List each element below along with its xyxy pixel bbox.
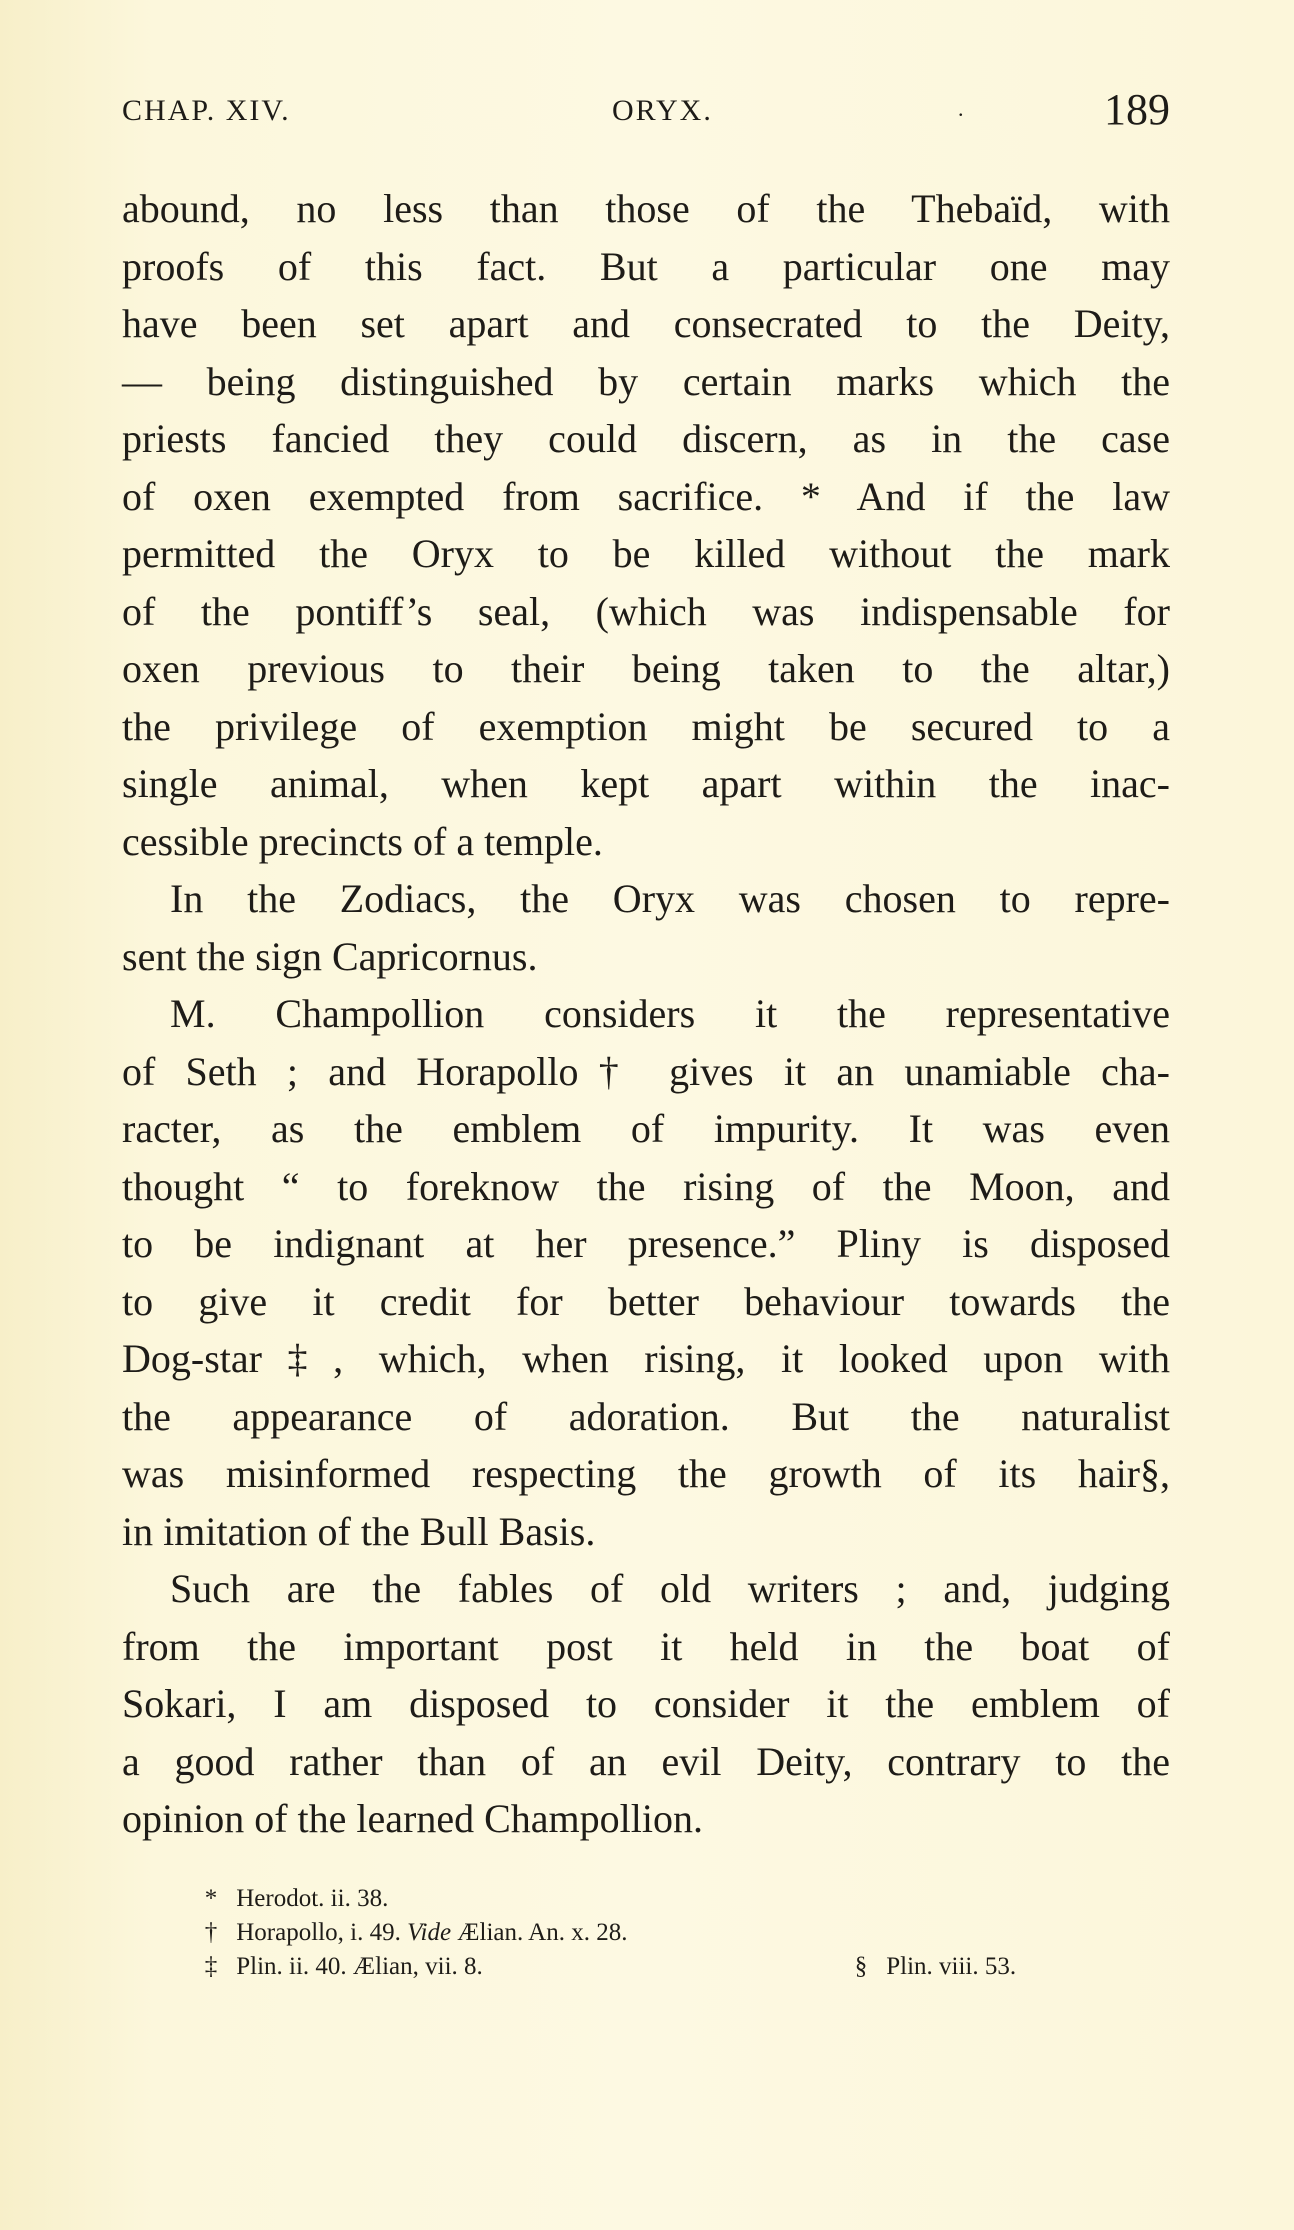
text-line: opinion of the learned Champollion.: [122, 1796, 703, 1841]
text-line: Dog-star‡, which, when rising, it looked upon with: [122, 1336, 1170, 1381]
text-line: to give it credit for better behaviour towards the: [122, 1278, 1170, 1324]
text-line: abound, no less than those of the Thebaïd, with: [122, 186, 1170, 231]
text-line: sent the sign Capricornus.: [122, 933, 538, 979]
footnote-marker: †: [204, 1919, 218, 1946]
text-line: permitted the Oryx to be killed without the mark: [122, 531, 1170, 576]
text-line: from the important post it held in the boat of: [122, 1623, 1170, 1669]
header-mark: .: [958, 96, 964, 121]
footnote-text: Herodot. ii. 38.: [236, 1885, 389, 1912]
text-line: M. Champollion considers it the representative: [170, 991, 1170, 1036]
body-text: [122, 180, 1170, 1848]
text-line: have been set apart and consecrated to the Deity,: [122, 301, 1170, 346]
footnote-marker: ‡: [204, 1953, 218, 1980]
running-head: [122, 85, 1170, 140]
footnotes: [122, 1882, 1170, 1984]
footnote-text: Plin. ii. 40. Ælian, vii. 8.: [236, 1953, 483, 1980]
footnote-3: [122, 1950, 1170, 1984]
page-number: 189: [1104, 85, 1170, 134]
footnote-text: Horapollo, i. 49.: [236, 1919, 401, 1946]
text-line: cessible precincts of a temple.: [122, 818, 603, 864]
text-line: to be indignant at her presence.” Pliny is disposed: [122, 1221, 1170, 1266]
text-line: of oxen exempted from sacrifice. * And if the law: [122, 473, 1170, 519]
text-line: racter, as the emblem of impurity. It was even: [122, 1106, 1170, 1151]
text-line: In the Zodiacs, the Oryx was chosen to repre-: [170, 876, 1170, 921]
text-line: — being distinguished by certain marks which the: [122, 358, 1170, 404]
text-line: in imitation of the Bull Basis.: [122, 1508, 596, 1554]
text-line: of the pontiff’s seal, (which was indispensable for: [122, 588, 1170, 634]
text-line: thought “ to foreknow the rising of the Moon, and: [122, 1163, 1170, 1209]
footnote-4: [842, 1950, 1016, 1984]
text-line: Sokari, I am disposed to consider it the emblem of: [122, 1681, 1170, 1726]
footnote-1: [122, 1882, 1170, 1916]
footnote-2: [122, 1916, 1170, 1950]
text-line: oxen previous to their being taken to the altar,): [122, 646, 1170, 691]
text-line: Such are the fables of old writers ; and, judging: [170, 1566, 1170, 1611]
text-line: single animal, when kept apart within the inac-: [122, 761, 1170, 806]
text-line: a good rather than of an evil Deity, contrary to the: [122, 1738, 1170, 1784]
chapter-label: CHAP. XIV.: [122, 94, 291, 127]
footnote-text: Plin. viii. 53.: [886, 1953, 1017, 1980]
text-line: priests fancied they could discern, as in the case: [122, 416, 1170, 461]
text-line: was misinformed respecting the growth of its hair§,: [122, 1451, 1170, 1496]
footnote-marker: §: [854, 1953, 868, 1980]
text-line: the privilege of exemption might be secured to a: [122, 703, 1170, 749]
footnote-marker: *: [204, 1885, 218, 1912]
footnote-text: Ælian. An. x. 28.: [457, 1919, 628, 1946]
text-line: of Seth ; and Horapollo† gives it an unamiable cha-: [122, 1048, 1170, 1094]
text-line: the appearance of adoration. But the naturalist: [122, 1393, 1170, 1439]
section-title: ORYX.: [612, 94, 713, 127]
footnote-italic-text: Vide: [407, 1919, 452, 1946]
text-line: proofs of this fact. But a particular one may: [122, 243, 1170, 289]
